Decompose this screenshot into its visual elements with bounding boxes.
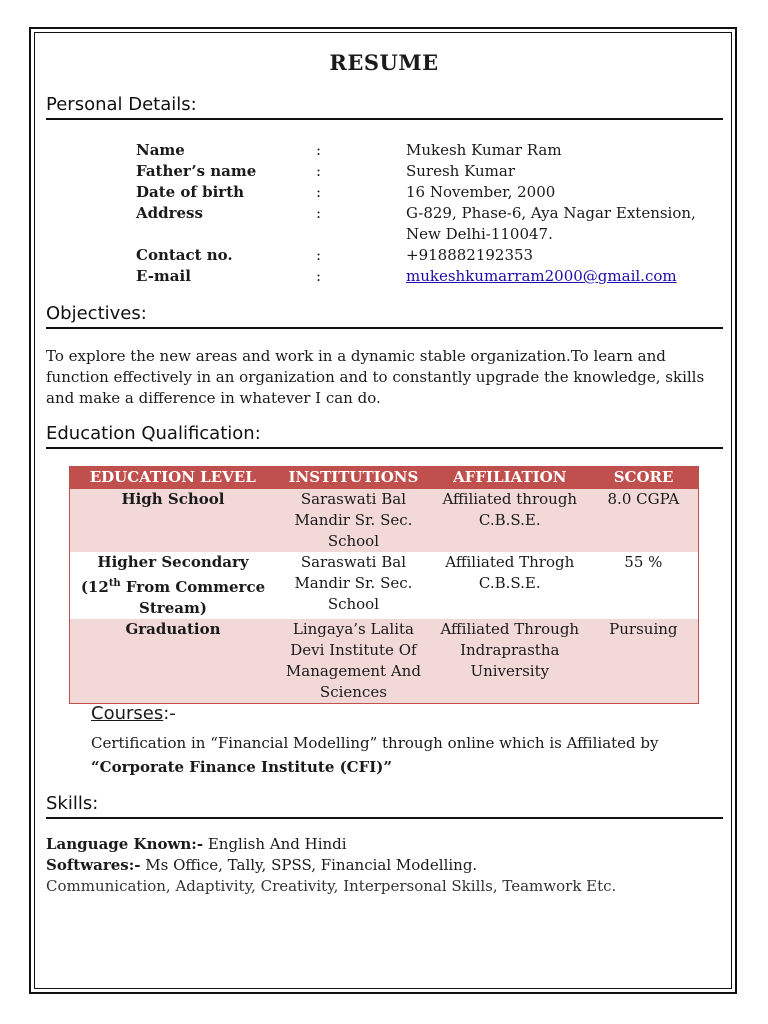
- cell-institution: Lingaya’s Lalita Devi Institute Of Management And Sciences: [276, 619, 431, 704]
- cell-affiliation: Affiliated Throgh C.B.S.E.: [431, 552, 589, 619]
- courses-text: [91, 731, 711, 779]
- cell-affiliation: Affiliated through C.B.S.E.: [431, 489, 589, 553]
- column-header-institutions: INSTITUTIONS: [276, 467, 431, 489]
- detail-value: 16 November, 2000: [406, 183, 556, 201]
- cell-institution: Saraswati Bal Mandir Sr. Sec. School: [276, 552, 431, 619]
- skills-language-row: [46, 834, 616, 855]
- level-line2-pre: (12: [80, 578, 109, 596]
- cell-score: 55 %: [589, 552, 699, 619]
- courses-heading-suffix: :-: [163, 703, 176, 724]
- level-line1: Higher Secondary: [97, 553, 249, 571]
- detail-colon: :: [316, 204, 322, 222]
- courses-line: Certification in “Financial Modelling” through online which is Affiliated by: [91, 734, 659, 752]
- detail-colon: :: [316, 162, 322, 180]
- table-row: [70, 552, 699, 619]
- column-header-affiliation: AFFILIATION: [431, 467, 589, 489]
- level-superscript: th: [108, 578, 121, 589]
- cell-score: Pursuing: [589, 619, 699, 704]
- language-value: English And Hindi: [203, 835, 347, 853]
- table-row: [70, 489, 699, 553]
- objectives-text: To explore the new areas and work in a dynamic stable organization.To learn and function effectively in an organization and to constantly upgrade the knowledge, skills and make a difference in whatever I can do.: [46, 347, 705, 407]
- table-header-row: [70, 467, 699, 489]
- detail-label: Name: [136, 141, 185, 159]
- cell-level: High School: [70, 489, 276, 553]
- table-row: [70, 619, 699, 704]
- detail-value: New Delhi-110047.: [406, 225, 553, 243]
- courses-institute: “Corporate Finance Institute (CFI)”: [91, 758, 393, 776]
- detail-label: Address: [136, 204, 203, 222]
- education-heading: Education Qualification:: [46, 423, 723, 449]
- soft-skills: Communication, Adaptivity, Creativity, Interpersonal Skills, Teamwork Etc.: [46, 877, 617, 895]
- detail-value: Mukesh Kumar Ram: [406, 141, 562, 159]
- objectives-heading: Objectives:: [46, 303, 723, 329]
- detail-colon: :: [316, 183, 322, 201]
- skills-block: [46, 834, 616, 897]
- cell-affiliation: Affiliated Through Indraprastha University: [431, 619, 589, 704]
- detail-value: +918882192353: [406, 246, 534, 264]
- education-table: [69, 466, 699, 704]
- cell-score: 8.0 CGPA: [589, 489, 699, 553]
- software-value: Ms Office, Tally, SPSS, Financial Modelling.: [140, 856, 478, 874]
- detail-colon: :: [316, 246, 322, 264]
- detail-colon: :: [316, 141, 322, 159]
- software-label: Softwares:-: [46, 856, 141, 874]
- detail-value: G-829, Phase-6, Aya Nagar Extension,: [406, 204, 696, 222]
- cell-level: [70, 552, 276, 619]
- personal-details-heading: Personal Details:: [46, 94, 723, 120]
- detail-label: Father’s name: [136, 162, 257, 180]
- courses-heading-label: Courses: [91, 703, 164, 724]
- detail-colon: :: [316, 267, 322, 285]
- column-header-level: EDUCATION LEVEL: [70, 467, 276, 489]
- detail-label: Contact no.: [136, 246, 233, 264]
- courses-heading: [91, 703, 176, 724]
- detail-label: Date of birth: [136, 183, 245, 201]
- detail-label: E-mail: [136, 267, 191, 285]
- cell-institution: Saraswati Bal Mandir Sr. Sec. School: [276, 489, 431, 553]
- email-link[interactable]: mukeshkumarram2000@gmail.com: [406, 267, 677, 285]
- level-line2-post: From Commerce Stream): [120, 578, 266, 617]
- cell-level: Graduation: [70, 619, 276, 704]
- detail-value: Suresh Kumar: [406, 162, 515, 180]
- language-label: Language Known:-: [46, 835, 204, 853]
- resume-title: RESUME: [329, 50, 439, 75]
- column-header-score: SCORE: [589, 467, 699, 489]
- skills-heading: Skills:: [46, 793, 723, 819]
- skills-software-row: [46, 855, 616, 876]
